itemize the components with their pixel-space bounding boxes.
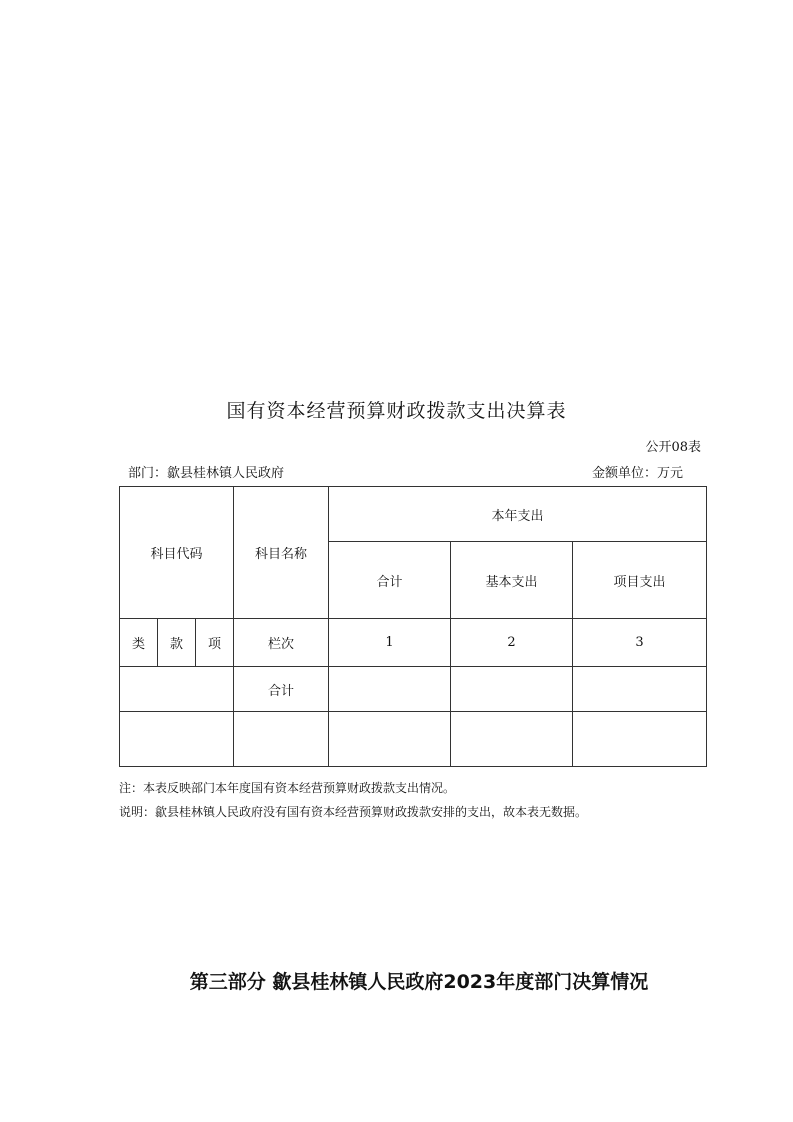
- column-number-2: 2: [451, 619, 573, 667]
- header-current-year-expense: 本年支出: [329, 487, 707, 542]
- header-project-expense: 项目支出: [573, 542, 707, 619]
- header-item: 项: [196, 619, 234, 667]
- header-column-no: 栏次: [234, 619, 329, 667]
- table-cell: [329, 667, 451, 712]
- amount-unit-label: 金额单位：万元: [591, 466, 683, 481]
- table-row: [120, 712, 707, 767]
- department-label: 部门：歙县桂林镇人民政府: [128, 466, 285, 481]
- table-cell: [573, 667, 707, 712]
- expense-table: [119, 486, 707, 767]
- header-basic-expense: 基本支出: [451, 542, 573, 619]
- section-heading: 第三部分 歙县桂林镇人民政府2023年度部门决算情况: [189, 971, 649, 993]
- table-cell: [451, 667, 573, 712]
- table-note: 注：本表反映部门本年度国有资本经营预算财政拨款支出情况。: [119, 781, 456, 795]
- table-row-total: [120, 667, 707, 712]
- table-cell: [451, 712, 573, 767]
- header-section: 款: [158, 619, 196, 667]
- header-category: 类: [120, 619, 158, 667]
- header-subject-code: 科目代码: [120, 487, 234, 619]
- table-cell: [573, 712, 707, 767]
- column-number-1: 1: [329, 619, 451, 667]
- table-cell: [120, 712, 234, 767]
- total-row-label: 合计: [234, 667, 329, 712]
- table-title: 国有资本经营预算财政拨款支出决算表: [226, 400, 567, 422]
- column-number-3: 3: [573, 619, 707, 667]
- table-explanation: 说明：歙县桂林镇人民政府没有国有资本经营预算财政拨款安排的支出，故本表无数据。: [119, 805, 588, 819]
- table-id: 公开08表: [645, 440, 701, 455]
- header-total: 合计: [329, 542, 451, 619]
- table-cell: [120, 667, 234, 712]
- header-subject-name: 科目名称: [234, 487, 329, 619]
- table-cell: [234, 712, 329, 767]
- table-cell: [329, 712, 451, 767]
